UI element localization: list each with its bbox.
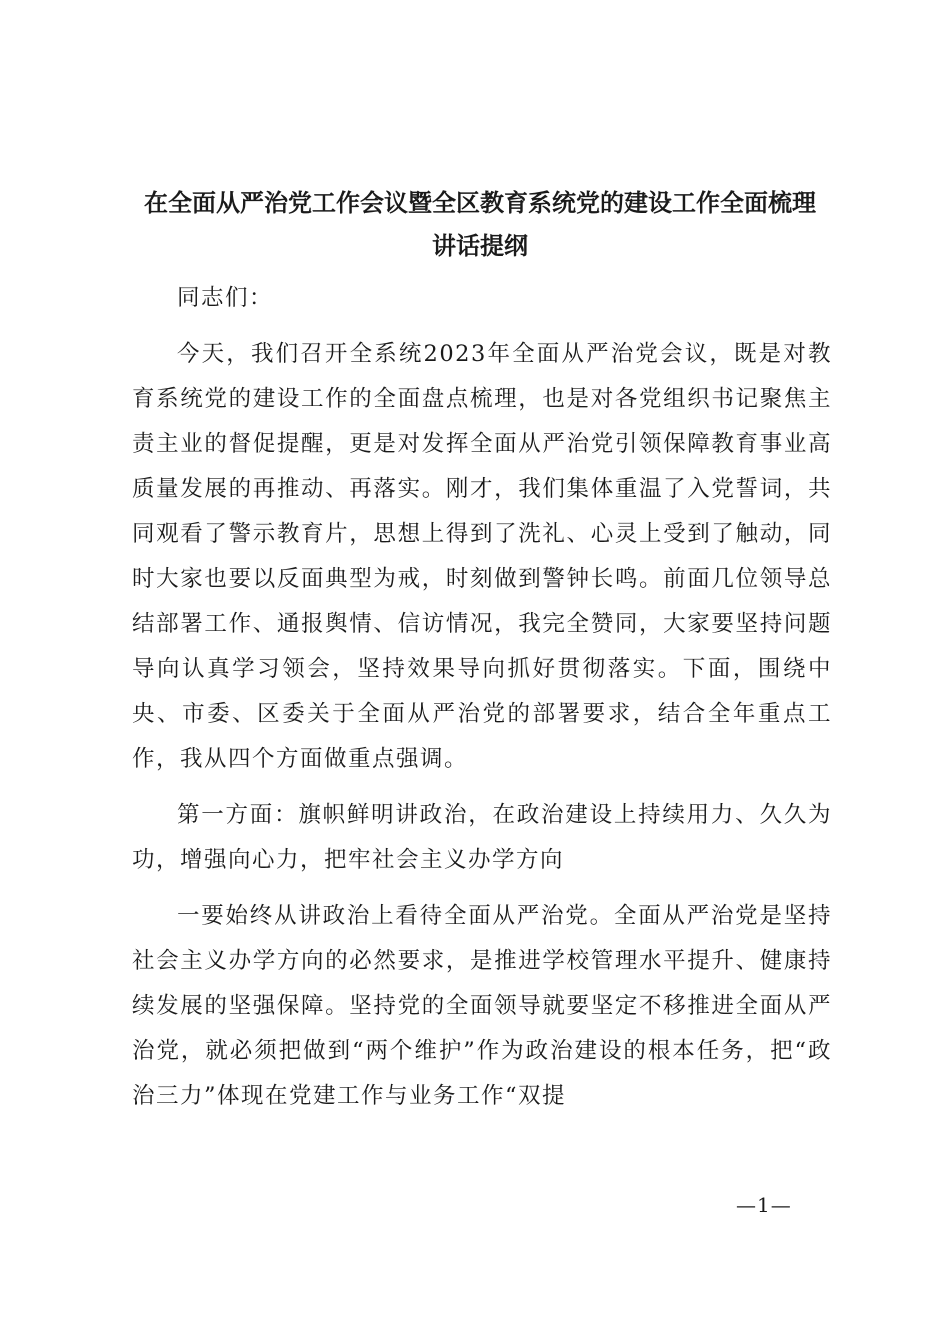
page-number: —1— bbox=[736, 1193, 792, 1217]
salutation: 同志们： bbox=[177, 285, 274, 311]
paragraph-section-heading: 第一方面：旗帜鲜明讲政治，在政治建设上持续用力、久久为功，增强向心力，把牢社会主义办学方向 bbox=[132, 802, 832, 873]
paragraph-point-one: 一要始终从讲政治上看待全面从严治党。全面从严治党是坚持社会主义办学方向的必然要求，是推进学校管理水平提升、健康持续发展的坚强保障。坚持党的全面领导就要坚定不移推进全面从严治党，就必须把做到“两个维护”作为政治建设的根本任务，把“政治三力”体现在党建工作与业务工作“双提 bbox=[132, 903, 832, 1109]
title-line-1: 在全面从严治党工作会议暨全区教育系统党的建设工作全面梳理 bbox=[144, 189, 816, 217]
document-body bbox=[132, 276, 832, 1119]
title-line-2: 讲话提纲 bbox=[432, 232, 528, 260]
paragraph-opening: 今天，我们召开全系统2023年全面从严治党会议，既是对教育系统党的建设工作的全面盘点梳理，也是对各党组织书记聚焦主责主业的督促提醒，更是对发挥全面从严治党引领保障教育事业高质量发展的再推动、再落实。刚才，我们集体重温了入党誓词，共同观看了警示教育片，思想上得到了洗礼、心灵上受到了触动，同时大家也要以反面典型为戒，时刻做到警钟长鸣。前面几位领导总结部署工作、通报舆情、信访情况，我完全赞同，大家要坚持问题导向认真学习领会，坚持效果导向抓好贯彻落实。下面，围绕中央、市委、区委关于全面从严治党的部署要求，结合全年重点工作，我从四个方面做重点强调。 bbox=[132, 341, 832, 772]
document-title bbox=[120, 182, 840, 268]
